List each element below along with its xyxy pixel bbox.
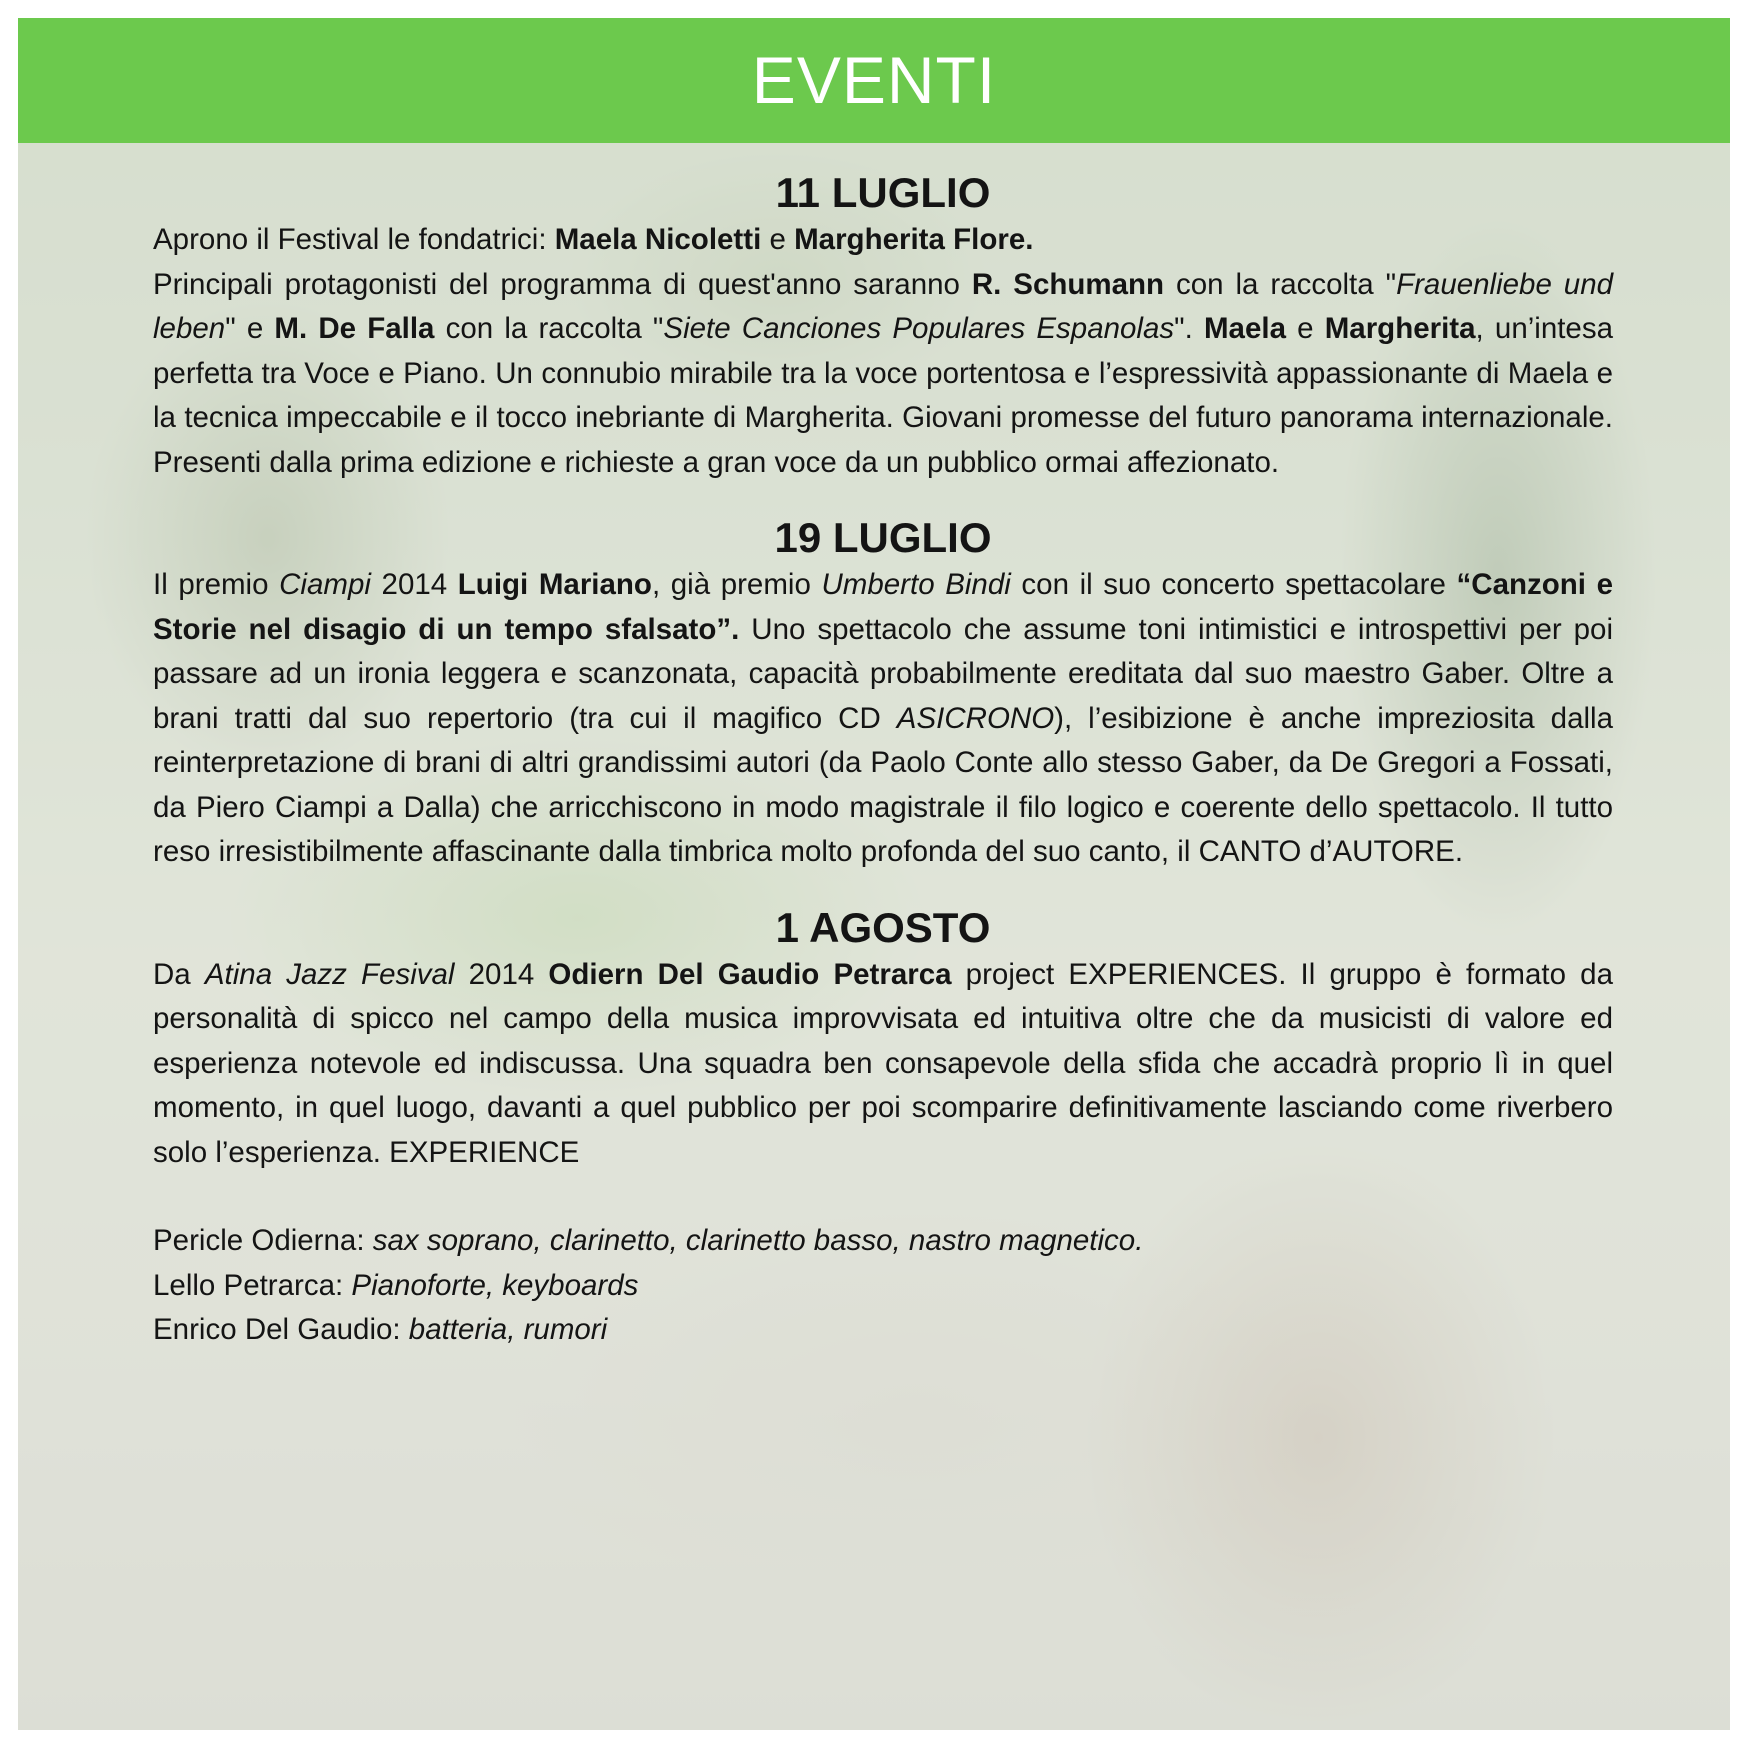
text-span: Uno spettacolo che assume toni intimistici e introspettivi per poi passare ad un ironia leggera e scanzonata, capacità probabilmente ereditata dal suo maestro Gaber. Oltre a brani tratti dal suo repertorio (tra cui il magifico CD xyxy=(153,612,1613,735)
header-bar xyxy=(18,18,1730,143)
poster-panel xyxy=(18,18,1730,1730)
roster-item xyxy=(153,1219,1613,1264)
text-span: con il suo concerto spettacolare xyxy=(1010,568,1457,601)
album-title: ASICRONO xyxy=(896,701,1055,735)
text-span: ". xyxy=(1174,312,1204,345)
roster-item xyxy=(153,1264,1613,1309)
musician-role: batteria, rumori xyxy=(408,1313,608,1346)
musician-name: Lello Petrarca: xyxy=(153,1268,352,1302)
work-title: Frauenliebe und leben xyxy=(153,267,1614,345)
text-span: con la raccolta " xyxy=(434,312,664,345)
text-span: ), l’esibizione è anche impreziosita dalla reinterpretazione di brani di altri grandissimi autori (da Paolo Conte allo stesso Gaber, da De Gregori a Fossati, da Piero Ciampi a Dalla) che arricchiscono in modo magistrale il filo logico e coerente dello spettacolo. Il tutto reso irresistibilmente affascinante dalla timbrica molto profonda del suo canto, il CANTO d’AUTORE. xyxy=(153,701,1614,868)
event-paragraph xyxy=(153,953,1613,1176)
musician-role: Pianoforte, keyboards xyxy=(351,1268,639,1302)
performer-name: Luigi Mariano xyxy=(457,568,652,601)
event-19-luglio xyxy=(153,513,1613,875)
event-11-luglio xyxy=(153,168,1613,485)
text-span: e xyxy=(761,223,795,256)
event-1-agosto xyxy=(153,903,1613,1353)
musician-roster xyxy=(153,1219,1613,1353)
event-paragraph xyxy=(153,563,1613,875)
festival-name: Atina Jazz Fesival xyxy=(204,957,455,991)
text-span: , un’intesa perfetta tra Voce e Piano. Un connubio mirabile tra la voce portentosa e l’espressività appassionante di Maela e la tecnica impeccabile e il tocco inebriante di Margherita. Giovani promesse del futuro panorama internazionale. Presenti dalla prima edizione e richieste a gran voce da un pubblico ormai affezionato. xyxy=(153,312,1613,479)
text-span: " e xyxy=(225,312,275,345)
concert-title: “Canzoni e Storie nel disagio di un tempo sfalsato”. xyxy=(153,568,1613,646)
performer-name: Maela xyxy=(1203,312,1286,345)
work-title: Siete Canciones Populares Espanolas xyxy=(663,312,1175,345)
text-span: project EXPERIENCES. Il gruppo è formato da personalità di spicco nel campo della musica improvvisata ed intuitiva oltre che da musicisti di valore ed esperienza notevole ed indiscussa. Una squadra ben consapevole della sfida che accadrà proprio lì in quel momento, in quel luogo, davanti a quel pubblico per poi scomparire definitivamente lasciando come riverbero solo l’esperienza. xyxy=(153,957,1613,1169)
award-name: Umberto Bindi xyxy=(821,568,1011,601)
events-content xyxy=(153,168,1613,1381)
performer-name: Odiern Del Gaudio Petrarca xyxy=(548,957,952,991)
event-date: 11 LUGLIO xyxy=(775,169,991,216)
spacer xyxy=(153,1175,1613,1219)
musician-name: Pericle Odierna: xyxy=(153,1224,373,1257)
award-name: Ciampi xyxy=(279,568,371,601)
event-date: 1 AGOSTO xyxy=(775,903,991,951)
performer-name: Margherita Flore. xyxy=(794,223,1034,256)
musician-name: Enrico Del Gaudio: xyxy=(153,1313,409,1346)
text-span: Aprono il Festival le fondatrici: xyxy=(153,223,555,256)
musician-role: sax soprano, clarinetto, clarinetto basso, nastro magnetico. xyxy=(372,1224,1144,1257)
page-title: EVENTI xyxy=(751,43,997,117)
project-name: EXPERIENCE xyxy=(389,1135,580,1169)
composer-name: R. Schumann xyxy=(971,267,1165,301)
text-span: Principali protagonisti del programma di quest'anno saranno xyxy=(153,267,972,301)
text-span: Il premio xyxy=(153,568,280,601)
text-span: , già premio xyxy=(651,568,822,601)
composer-name: M. De Falla xyxy=(274,312,435,345)
event-date: 19 LUGLIO xyxy=(774,514,992,561)
roster-item xyxy=(153,1308,1613,1353)
event-paragraph xyxy=(153,263,1613,486)
text-span: Da xyxy=(153,957,205,991)
text-span: 2014 xyxy=(454,957,549,991)
text-span: e xyxy=(1285,312,1325,345)
text-span: 2014 xyxy=(370,568,458,601)
performer-name: Margherita xyxy=(1324,312,1476,345)
performer-name: Maela Nicoletti xyxy=(554,223,762,256)
event-paragraph xyxy=(153,218,1613,263)
text-span: con la raccolta " xyxy=(1164,267,1397,301)
